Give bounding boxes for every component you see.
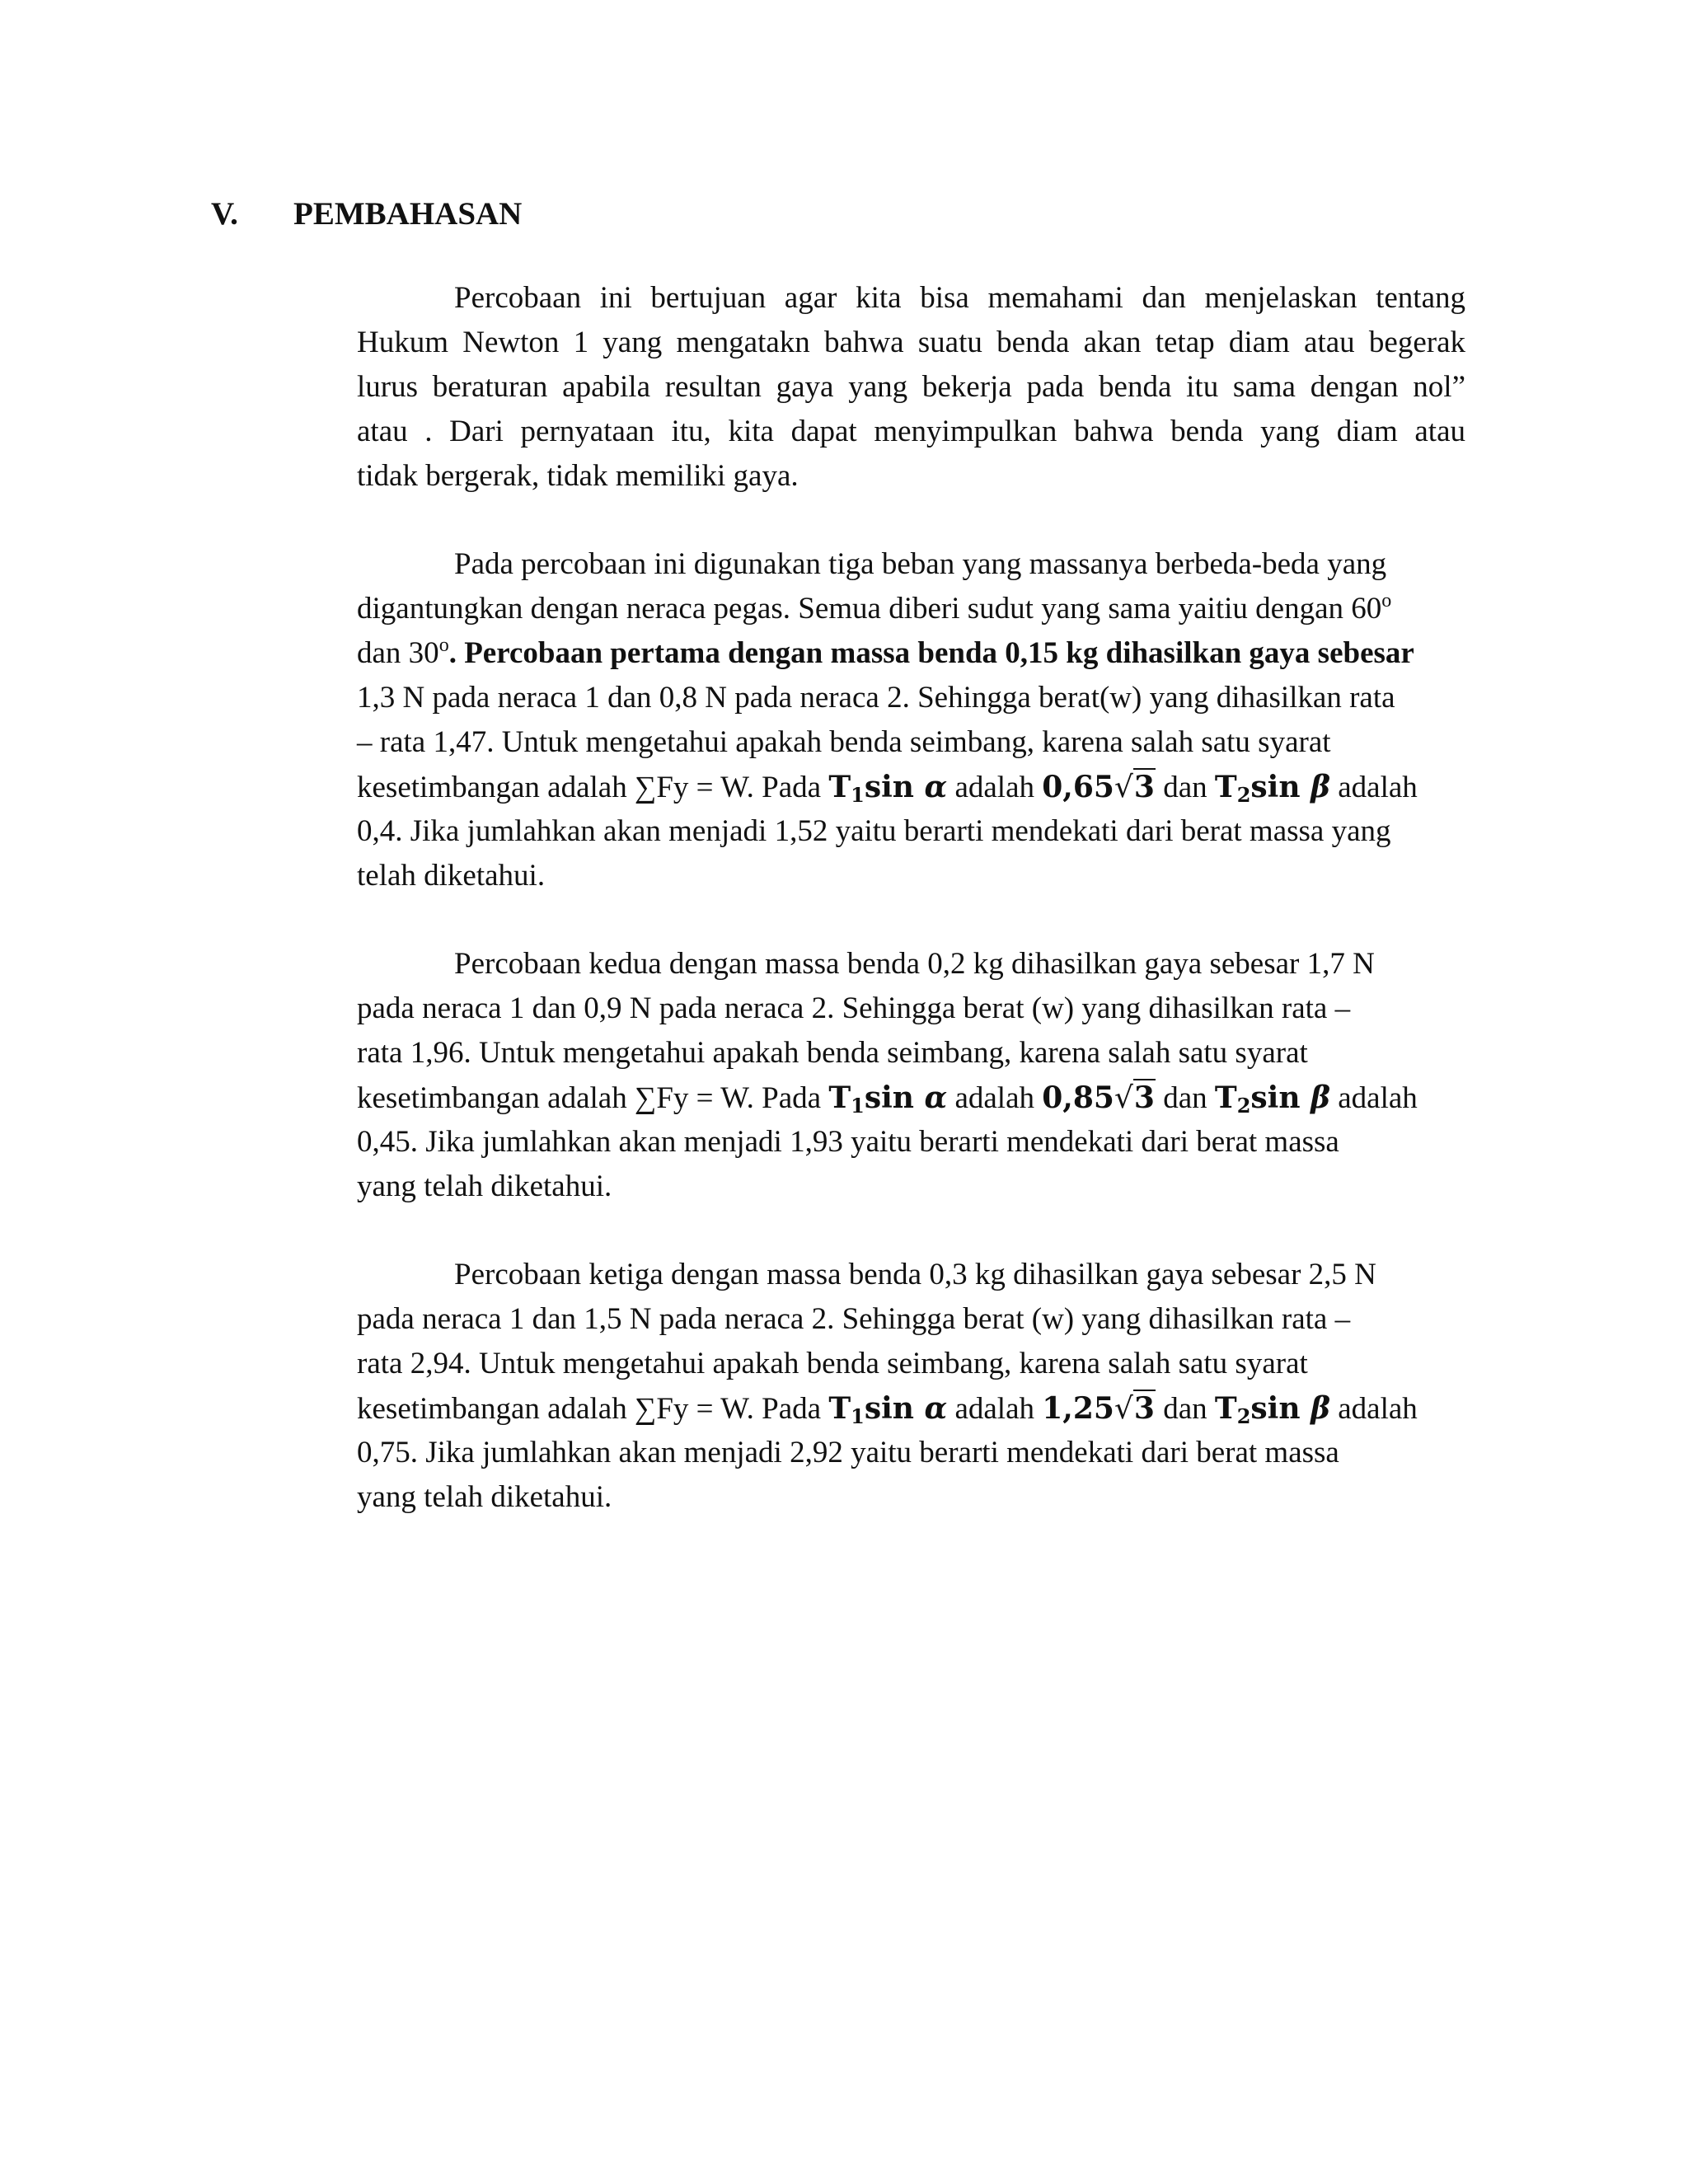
formula-coef-sqrt3: 0,65√3 [1042,770,1155,804]
text-line: yang telah diketahui. [357,1169,612,1203]
text-line: 0,4. Jika jumlahkan akan menjadi 1,52 yaitu berarti mendekati dari berat massa yang [357,814,1391,848]
text-line: rata 2,94. Untuk mengetahui apakah benda seimbang, karena salah satu syarat [357,1347,1308,1380]
degree-mark: o [1381,590,1392,612]
text-line: Hukum Newton 1 yang mengatakn bahwa suatu benda akan tetap diam atau begerak [357,326,1465,359]
text-line: pada neraca 1 dan 1,5 N pada neraca 2. Sehingga berat (w) yang dihasilkan rata – [357,1302,1351,1336]
paragraph-trial-2 [357,942,1465,1209]
text-line: Percobaan ketiga dengan massa benda 0,3 kg dihasilkan gaya sebesar 2,5 N [454,1258,1376,1291]
formula-t1-sin-alpha: $T_1\sin$ α [828,1080,948,1118]
text-line-with-formula: kesetimbangan adalah ∑Fy = W. Pada $T_1\sin$ α adalah 0,85√3 dan $T_2\sin$ β adalah [357,1080,1418,1118]
text-line: Pada percobaan ini digunakan tiga beban yang massanya berbeda-beda yang [454,547,1387,581]
formula-t1-sin-alpha: $T_1\sin$ α [828,1391,948,1428]
section-body [357,276,1465,1563]
text-line: 0,45. Jika jumlahkan akan menjadi 1,93 yaitu berarti mendekati dari berat massa [357,1125,1339,1159]
text-line: – rata 1,47. Untuk mengetahui apakah benda seimbang, karena salah satu syarat [357,725,1331,759]
text-line: atau . Dari pernyataan itu, kita dapat menyimpulkan bahwa benda yang diam atau [357,415,1465,448]
formula-t2-sin-beta: $T_2\sin$ β [1214,1391,1330,1428]
paragraph-trial-1 [357,542,1465,898]
text-line: yang telah diketahui. [357,1480,612,1514]
formula-coef-sqrt3: 1,25√3 [1042,1391,1155,1426]
formula-t2-sin-beta: $T_2\sin$ β [1214,1080,1330,1118]
text-line: Percobaan kedua dengan massa benda 0,2 kg dihasilkan gaya sebesar 1,7 N [454,947,1375,981]
formula-t1-sin-alpha: $T_1\sin$ α [828,770,948,807]
text-line: 1,3 N pada neraca 1 dan 0,8 N pada neraca 2. Sehingga berat(w) yang dihasilkan rata [357,681,1395,715]
text-line: tidak bergerak, tidak memiliki gaya. [357,459,799,493]
text-line: lurus beraturan apabila resultan gaya yang bekerja pada benda itu sama dengan nol” [357,370,1465,404]
formula-t2-sin-beta: $T_2\sin$ β [1214,770,1330,807]
text-line: 0,75. Jika jumlahkan akan menjadi 2,92 yaitu berarti mendekati dari berat massa [357,1436,1339,1469]
paragraph-trial-3 [357,1253,1465,1520]
text-line: telah diketahui. [357,859,546,893]
text-line: digantungkan dengan neraca pegas. Semua diberi sudut yang sama yaitiu dengan 60$^o$ [357,590,1392,626]
section-title: PEMBAHASAN [293,196,523,232]
text-line-with-formula: kesetimbangan adalah ∑Fy = W. Pada $T_1\sin$ α adalah 1,25√3 dan $T_2\sin$ β adalah [357,1391,1418,1428]
text-line: Percobaan ini bertujuan agar kita bisa memahami dan menjelaskan tentang [454,281,1465,315]
text-line: pada neraca 1 dan 0,9 N pada neraca 2. Sehingga berat (w) yang dihasilkan rata – [357,991,1351,1025]
formula-coef-sqrt3: 0,85√3 [1042,1080,1155,1115]
section-number: V. [211,196,238,232]
paragraph-intro [357,276,1465,499]
text-line-with-formula: kesetimbangan adalah ∑Fy = W. Pada $T_1\sin$ α adalah 0,65√3 dan $T_2\sin$ β adalah [357,770,1418,807]
section-heading [211,194,522,234]
text-line: dan 30$^o$. Percobaan pertama dengan massa benda 0,15 kg dihasilkan gaya sebesar [357,635,1414,670]
degree-mark: o [438,635,449,656]
text-line: rata 1,96. Untuk mengetahui apakah benda seimbang, karena salah satu syarat [357,1036,1308,1070]
